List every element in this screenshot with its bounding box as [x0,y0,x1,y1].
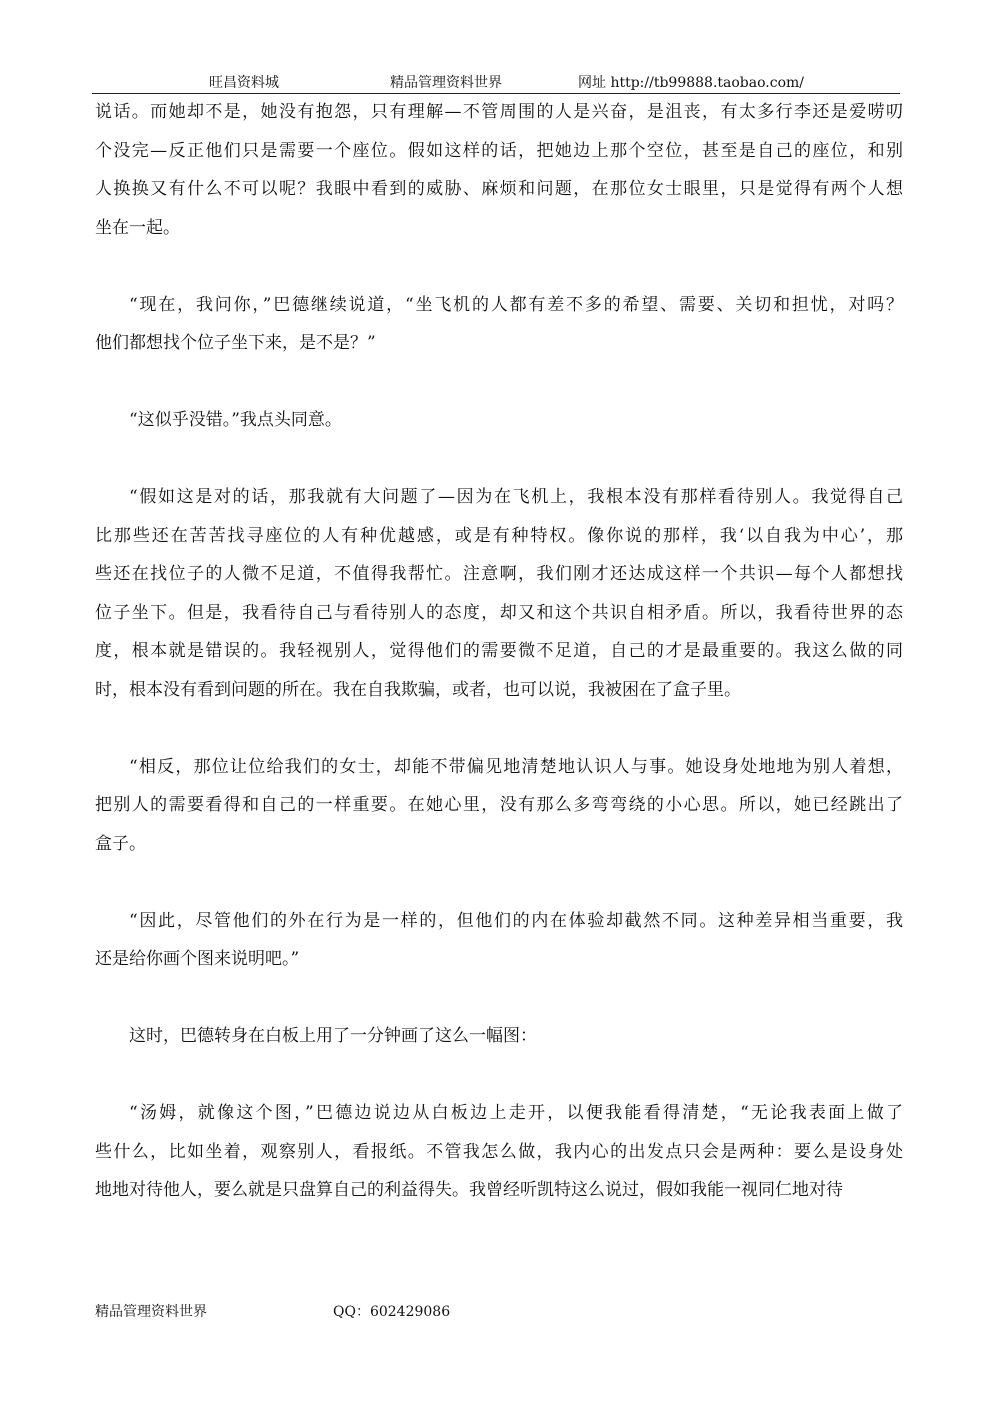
paragraph-gap [95,440,903,479]
header-shop-name: 旺昌资料城 [209,75,279,91]
header-website: 网址 http://tb99888.taobao.com/ [578,75,805,91]
paragraph-gap [95,247,903,286]
footer-site-title: 精品管理资料世界 [95,1304,207,1320]
text-line: 个没完—反正他们只是需要一个座位。假如这样的话，把她边上那个空位，甚至是自己的座位，和别 [95,140,903,161]
paragraph-gap [95,979,903,1018]
paragraph-gap [95,709,903,748]
text-line: “汤姆，就像这个图，”巴德边说边从白板边上走开，以便我能看得清楚，“无论我表面上做了 [129,1103,903,1123]
text-line: “假如这是对的话，那我就有大问题了—因为在飞机上，我根本没有那样看待别人。我觉得自己 [129,487,903,507]
paragraph-gap [95,1056,903,1095]
text-line: “现在，我问你，”巴德继续说道，“坐飞机的人都有差不多的希望、需要、关切和担忧，对吗？ [129,294,903,315]
paragraph [95,93,903,247]
text-line: 人换换又有什么不可以呢？我眼中看到的威胁、麻烦和问题，在那位女士眼里，只是觉得有两个人想 [95,179,903,199]
text-line: 度，根本就是错误的。我轻视别人，觉得他们的需要微不足道，自己的才是最重要的。我这么做的同 [95,641,903,661]
header-site-title: 精品管理资料世界 [390,75,502,91]
text-line: 些什么，比如坐着，观察别人，看报纸。不管我怎么做，我内心的出发点只会是两种：要么是设身处 [95,1141,903,1162]
text-line: 比那些还在苦苦找寻座位的人有种优越感，或是有种特权。像你说的那样，我‘以自我为中心’，那 [95,525,903,546]
text-line: 说话。而她却不是，她没有抱怨，只有理解—不管周围的人是兴奋，是沮丧，有太多行李还是爱唠叨 [95,102,903,122]
text-line: 地地对待他人，要么就是只盘算自己的利益得失。我曾经听凯特这么说过，假如我能一视同仁地对待 [95,1180,843,1200]
footer-qq: QQ：602429086 [333,1304,451,1320]
paragraph [95,748,903,864]
text-line: 这时，巴德转身在白板上用了一分钟画了这么一幅图： [129,1026,537,1046]
text-line: 坐在一起。 [95,217,180,238]
text-line: 把别人的需要看得和自己的一样重要。在她心里，没有那么多弯弯绕的小心思。所以，她已经跳出了 [95,795,903,815]
paragraph [95,1017,903,1056]
paragraph [95,478,903,709]
text-line: “这似乎没错。”我点头同意。 [129,410,342,430]
text-line: 些还在找位子的人微不足道，不值得我帮忙。注意啊，我们刚才还达成这样一个共识—每个人都想找 [95,564,903,584]
paragraph [95,286,903,363]
text-line: 还是给你画个图来说明吧。” [95,949,300,969]
text-line: 时，根本没有看到问题的所在。我在自我欺骗，或者，也可以说，我被困在了盒子里。 [95,679,741,700]
paragraph-gap [95,363,903,402]
paragraph-gap [95,863,903,902]
paragraph [95,902,903,979]
paragraph [95,1094,903,1210]
text-line: 他们都想找个位子坐下来，是不是？” [95,333,376,353]
text-line: “因此，尽管他们的外在行为是一样的，但他们的内在体验却截然不同。这种差异相当重要，我 [129,910,903,931]
document-body [95,93,903,1210]
text-line: 位子坐下。但是，我看待自己与看待别人的态度，却又和这个共识自相矛盾。所以，我看待世界的态 [95,602,903,623]
text-line: “相反，那位让位给我们的女士，却能不带偏见地清楚地认识人与事。她设身处地地为别人着想， [129,756,903,777]
paragraph [95,401,903,440]
text-line: 盒子。 [95,833,146,854]
page-header [0,70,992,92]
